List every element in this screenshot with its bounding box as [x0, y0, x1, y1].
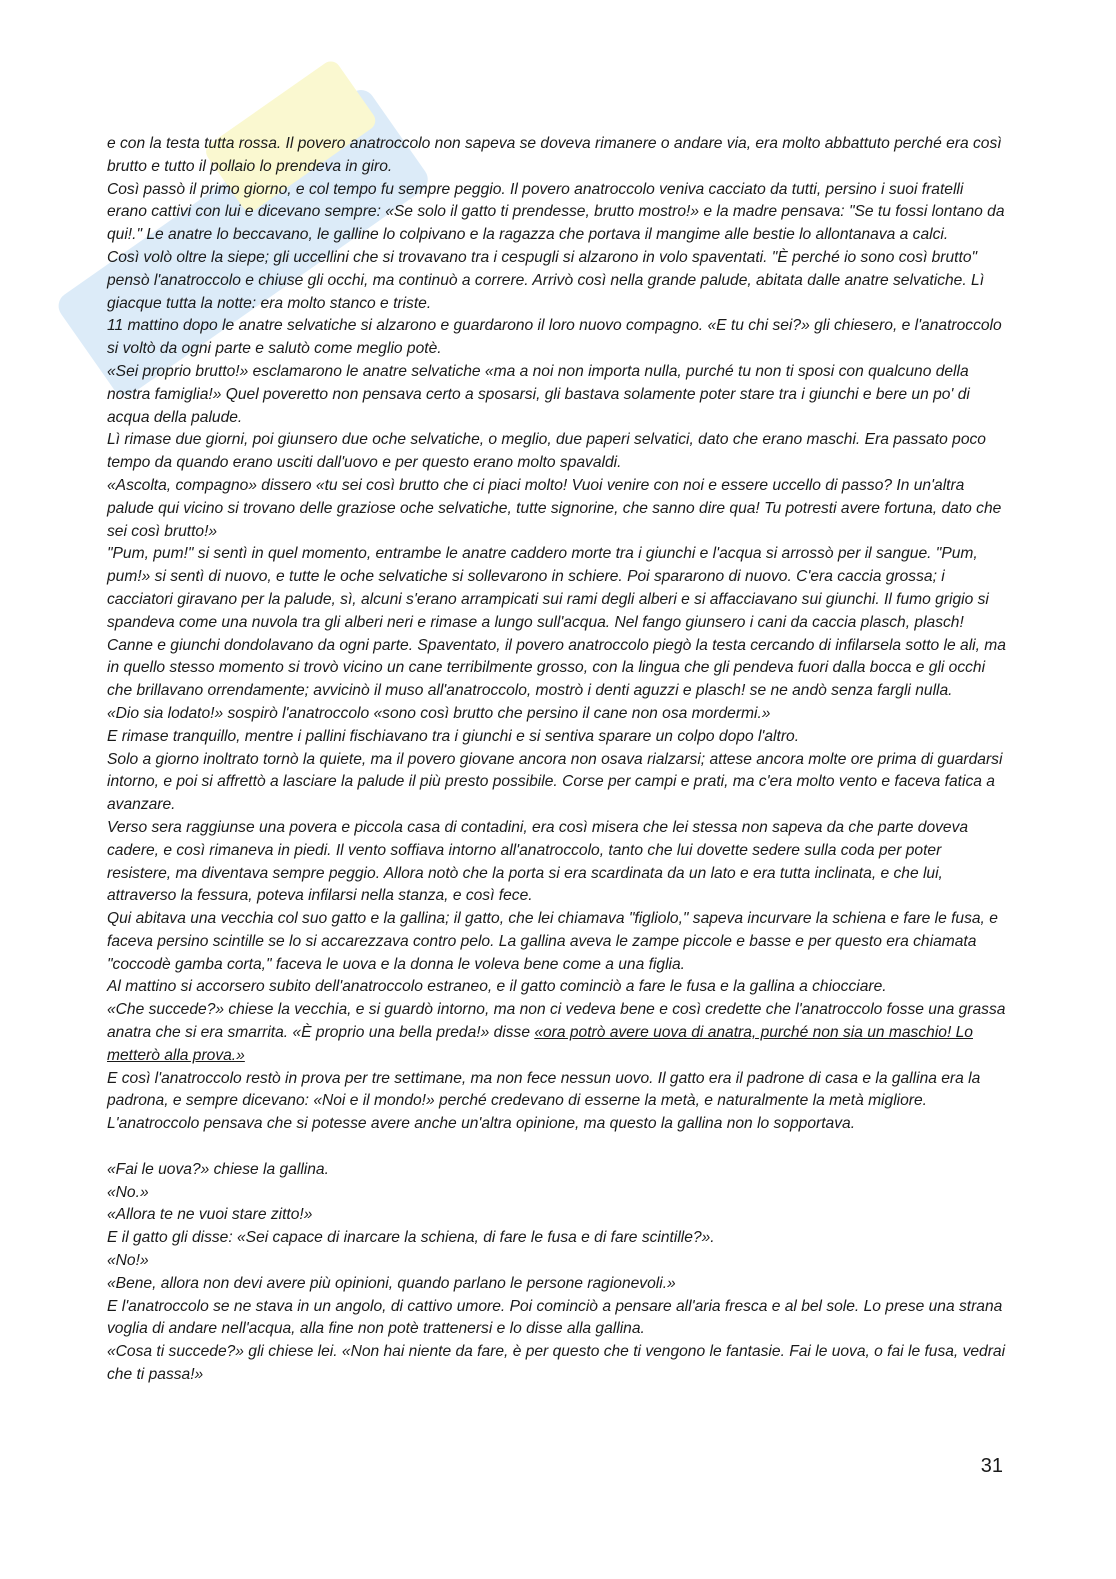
paragraph-group-a: [107, 133, 1007, 999]
paragraph: Verso sera raggiunse una povera e piccola casa di contadini, era così misera che lei stessa non sapeva da che parte doveva cadere, e così rimaneva in piedi. Il vento soffiava intorno all'anatroccolo, tanto che lui dovette sedere sulla coda per poter resistere, ma diventava sempre peggio. Allora notò che la porta si era scardinata da un lato e era tutta inclinata, e che lui, attraverso la fessura, poteva infilarsi nella stanza, e così fece.: [107, 818, 969, 905]
paragraph: E il gatto gli disse: «Sei capace di inarcare la schiena, di fare le fusa e di fare scintille?».: [107, 1229, 715, 1247]
paragraph: 11 mattino dopo le anatre selvatiche si alzarono e guardarono il loro nuovo compagno. «E tu chi sei?» gli chiesero, e l'anatroccolo si voltò da ogni parte e salutò come meglio potè.: [107, 317, 1002, 358]
paragraph: Qui abitava una vecchia col suo gatto e la gallina; il gatto, che lei chiamava "figliolo," sapeva incurvare la schiena e fare le fusa, e faceva persino scintille se lo si accarezzava contro pelo. La gallina aveva le zampe piccole e basse e per questo era chiamata "coccodè gamba corta," faceva le uova e la donna le voleva bene come a una figlia.: [107, 910, 998, 973]
paragraph: E rimase tranquillo, mentre i pallini fischiavano tra i giunchi e si sentiva sparare un colpo dopo l'altro.: [107, 727, 800, 745]
paragraph: e con la testa tutta rossa. Il povero anatroccolo non sapeva se doveva rimanere o andare via, era molto abbattuto perché era così brutto e tutto il pollaio lo prendeva in giro.: [107, 135, 1002, 175]
paragraph: Al mattino si accorsero subito dell'anatroccolo estraneo, e il gatto cominciò a fare le fusa e la gallina a chiocciare.: [107, 978, 887, 996]
paragraph-group-c: [107, 1159, 1007, 1387]
paragraph: «No.»: [107, 1183, 149, 1201]
paragraph: «Bene, allora non devi avere più opinioni, quando parlano le persone ragionevoli.»: [107, 1274, 676, 1292]
paragraph: E così l'anatroccolo restò in prova per tre settimane, ma non fece nessun uovo. Il gatto era il padrone di casa e la gallina era la padrona, e sempre dicevano: «Noi e il mondo!» perché credevano di esserne la metà, e naturalmente la metà migliore. L'anatroccolo pensava che si potesse avere anche un'altra opinione, ma questo la gallina non lo sopportava.: [107, 1069, 981, 1133]
underlined-quote: «ora potrò avere uova di anatra, purché non sia un maschio! Lo metterò alla prova.»: [107, 1024, 973, 1064]
paragraph: «Allora te ne vuoi stare zitto!»: [107, 1206, 313, 1224]
paragraph: Così passò il primo giorno, e col tempo fu sempre peggio. Il povero anatroccolo veniva cacciato da tutti, persino i suoi fratelli erano cattivi con lui e dicevano sempre: «Se solo il gatto ti prendesse, brutto mostro!» e la madre pensava: "Se tu fossi lontano da qui!." Le anatre lo beccavano, le galline lo colpivano e la ragazza che portava il mangime alle bestie lo allontanava a calci.: [107, 180, 1005, 244]
paragraph: Così volò oltre la siepe; gli uccellini che si trovavano tra i cespugli si alzarono in volo spaventati. "È perché io sono così brutto" pensò l'anatroccolo e chiuse gli occhi, ma continuò a correre. Arrivò così nella grande palude, abitata dalle anatre selvatiche. Lì giacque tutta la notte: era molto stanco e triste.: [107, 248, 985, 312]
paragraph: «Fai le uova?» chiese la gallina.: [107, 1160, 329, 1178]
paragraph-group-b: [107, 1068, 1007, 1136]
paragraph: Solo a giorno inoltrato tornò la quiete, ma il povero giovane ancora non osava rialzarsi; attese ancora molte ore prima di guardarsi intorno, e poi si affrettò a lasciare la palude il più presto possibile. Corse per campi e prati, ma c'era molto vento e faceva fatica a avanzare.: [107, 750, 1003, 814]
paragraph: Lì rimase due giorni, poi giunsero due oche selvatiche, o meglio, due paperi selvatici, dato che erano maschi. Era passato poco tempo da quando erano usciti dall'uovo e per questo erano molto spavaldi.: [107, 431, 986, 472]
paragraph: «Cosa ti succede?» gli chiese lei. «Non hai niente da fare, è per questo che ti vengono le fantasie. Fai le uova, o fai le fusa, vedrai che ti passa!»: [107, 1343, 1006, 1384]
document-body: [107, 133, 1007, 1387]
paragraph: «No!»: [107, 1252, 149, 1270]
prey-lead: «Che succede?» chiese la vecchia, e si guardò intorno, ma non ci vedeva bene e così credette che l'anatroccolo fosse una grassa anatra che si era smarrita. «È proprio una bella preda!» disse: [107, 1001, 1006, 1042]
paragraph: "Pum, pum!" si sentì in quel momento, entrambe le anatre caddero morte tra i giunchi e l'acqua si arrossò per il sangue. "Pum, pum!» si sentì di nuovo, e tutte le oche selvatiche si sollevarono in schiere. Poi spararono di nuovo. C'era caccia grossa; i cacciatori giravano per la palude, sì, alcuni s'erano arrampicati sui rami degli alberi e si affacciavano sui giunchi. Il fumo grigio si spandeva come una nuvola tra gli alberi neri e rimase a lungo sull'acqua. Nel fango giunsero i cani da caccia plasch, plasch! Canne e giunchi dondolavano da ogni parte. Spaventato, il povero anatroccolo piegò la testa cercando di infilarsela sotto le ali, ma in quello stesso momento si trovò vicino un cane terribilmente grosso, con la lingua che gli pendeva fuori dalla bocca e gli occhi che brillavano orrendamente; avvicinò il muso all'anatroccolo, mostrò i denti aguzzi e plasch! se ne andò senza fargli nulla.: [107, 545, 1006, 700]
paragraph: «Sei proprio brutto!» esclamarono le anatre selvatiche «ma a noi non importa nulla, purché tu non ti sposi con qualcuno della nostra famiglia!» Quel poveretto non pensava certo a sposarsi, gli bastava solamente poter stare tra i giunchi e bere un po' di acqua della palude.: [107, 362, 970, 426]
paragraph: «Ascolta, compagno» dissero «tu sei così brutto che ci piaci molto! Vuoi venire con noi e essere uccello di passo? In un'altra palude qui vicino si trovano delle graziose oche selvatiche, tutte signorine, che sanno dire qua! Tu potresti avere fortuna, dato che sei così brutto!»: [107, 476, 1002, 540]
paragraph: «Dio sia lodato!» sospirò l'anatroccolo «sono così brutto che persino il cane non osa mordermi.»: [107, 704, 771, 722]
paragraph-prey: [107, 999, 1007, 1067]
paragraph-spacer: [107, 1136, 1007, 1159]
page-number: 31: [980, 1455, 1003, 1477]
paragraph: E l'anatroccolo se ne stava in un angolo, di cattivo umore. Poi cominciò a pensare all'aria fresca e al bel sole. Lo prese una strana voglia di andare nell'acqua, alla fine non potè trattenersi e lo disse alla gallina.: [107, 1297, 1003, 1338]
